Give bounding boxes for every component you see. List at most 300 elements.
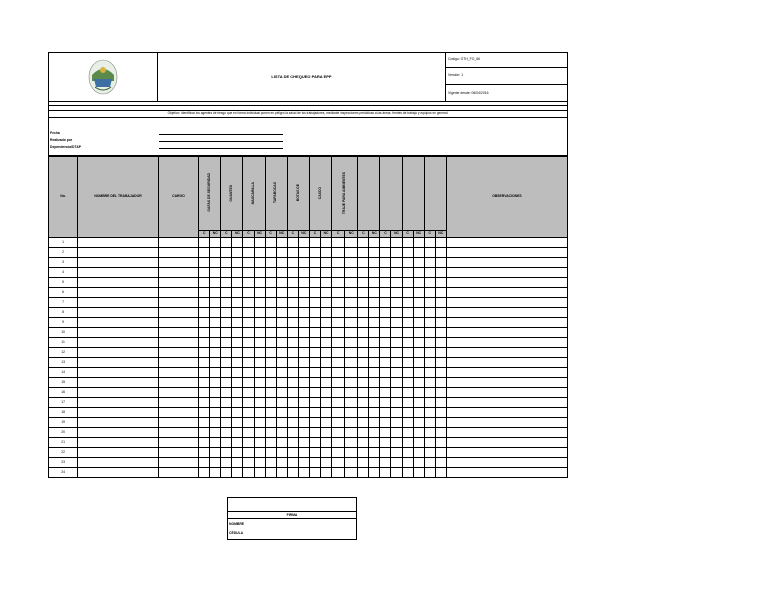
compliant-check-cell[interactable] — [358, 398, 369, 408]
compliant-check-cell[interactable] — [265, 278, 276, 288]
compliant-check-cell[interactable] — [199, 268, 210, 278]
compliant-check-cell[interactable] — [309, 338, 320, 348]
non-compliant-check-cell[interactable] — [254, 238, 265, 248]
non-compliant-check-cell[interactable] — [276, 468, 287, 478]
position-cell[interactable] — [158, 298, 198, 308]
non-compliant-check-cell[interactable] — [254, 428, 265, 438]
compliant-check-cell[interactable] — [358, 448, 369, 458]
non-compliant-check-cell[interactable] — [345, 398, 358, 408]
non-compliant-check-cell[interactable] — [254, 248, 265, 258]
compliant-check-cell[interactable] — [221, 258, 232, 268]
position-cell[interactable] — [158, 258, 198, 268]
non-compliant-check-cell[interactable] — [435, 328, 446, 338]
non-compliant-check-cell[interactable] — [298, 298, 309, 308]
non-compliant-check-cell[interactable] — [413, 468, 424, 478]
compliant-check-cell[interactable] — [332, 288, 345, 298]
compliant-check-cell[interactable] — [424, 398, 435, 408]
compliant-check-cell[interactable] — [243, 328, 254, 338]
non-compliant-check-cell[interactable] — [345, 448, 358, 458]
compliant-check-cell[interactable] — [424, 248, 435, 258]
observations-cell[interactable] — [446, 448, 567, 458]
compliant-check-cell[interactable] — [265, 368, 276, 378]
non-compliant-check-cell[interactable] — [413, 448, 424, 458]
non-compliant-check-cell[interactable] — [391, 268, 402, 278]
non-compliant-check-cell[interactable] — [435, 398, 446, 408]
non-compliant-check-cell[interactable] — [254, 398, 265, 408]
compliant-check-cell[interactable] — [358, 238, 369, 248]
non-compliant-check-cell[interactable] — [369, 448, 380, 458]
compliant-check-cell[interactable] — [309, 318, 320, 328]
non-compliant-check-cell[interactable] — [320, 358, 331, 368]
compliant-check-cell[interactable] — [402, 268, 413, 278]
compliant-check-cell[interactable] — [380, 438, 391, 448]
compliant-check-cell[interactable] — [402, 358, 413, 368]
position-cell[interactable] — [158, 438, 198, 448]
non-compliant-check-cell[interactable] — [210, 388, 221, 398]
non-compliant-check-cell[interactable] — [369, 428, 380, 438]
non-compliant-check-cell[interactable] — [391, 248, 402, 258]
observations-cell[interactable] — [446, 458, 567, 468]
non-compliant-check-cell[interactable] — [435, 388, 446, 398]
non-compliant-check-cell[interactable] — [369, 338, 380, 348]
compliant-check-cell[interactable] — [402, 458, 413, 468]
compliant-check-cell[interactable] — [402, 468, 413, 478]
non-compliant-check-cell[interactable] — [369, 408, 380, 418]
compliant-check-cell[interactable] — [221, 298, 232, 308]
compliant-check-cell[interactable] — [221, 248, 232, 258]
compliant-check-cell[interactable] — [243, 468, 254, 478]
non-compliant-check-cell[interactable] — [232, 338, 243, 348]
non-compliant-check-cell[interactable] — [232, 398, 243, 408]
compliant-check-cell[interactable] — [243, 348, 254, 358]
compliant-check-cell[interactable] — [358, 358, 369, 368]
compliant-check-cell[interactable] — [402, 448, 413, 458]
compliant-check-cell[interactable] — [309, 448, 320, 458]
compliant-check-cell[interactable] — [358, 408, 369, 418]
non-compliant-check-cell[interactable] — [276, 238, 287, 248]
compliant-check-cell[interactable] — [221, 378, 232, 388]
non-compliant-check-cell[interactable] — [391, 408, 402, 418]
non-compliant-check-cell[interactable] — [391, 458, 402, 468]
non-compliant-check-cell[interactable] — [276, 248, 287, 258]
compliant-check-cell[interactable] — [287, 268, 298, 278]
non-compliant-check-cell[interactable] — [298, 438, 309, 448]
non-compliant-check-cell[interactable] — [345, 428, 358, 438]
non-compliant-check-cell[interactable] — [320, 388, 331, 398]
compliant-check-cell[interactable] — [243, 358, 254, 368]
observations-cell[interactable] — [446, 468, 567, 478]
compliant-check-cell[interactable] — [332, 348, 345, 358]
worker-name-cell[interactable] — [78, 248, 159, 258]
non-compliant-check-cell[interactable] — [345, 288, 358, 298]
non-compliant-check-cell[interactable] — [210, 348, 221, 358]
compliant-check-cell[interactable] — [265, 318, 276, 328]
non-compliant-check-cell[interactable] — [369, 418, 380, 428]
non-compliant-check-cell[interactable] — [369, 328, 380, 338]
position-cell[interactable] — [158, 238, 198, 248]
compliant-check-cell[interactable] — [221, 468, 232, 478]
compliant-check-cell[interactable] — [380, 318, 391, 328]
compliant-check-cell[interactable] — [380, 368, 391, 378]
non-compliant-check-cell[interactable] — [210, 258, 221, 268]
compliant-check-cell[interactable] — [309, 368, 320, 378]
non-compliant-check-cell[interactable] — [413, 328, 424, 338]
non-compliant-check-cell[interactable] — [210, 288, 221, 298]
compliant-check-cell[interactable] — [402, 338, 413, 348]
non-compliant-check-cell[interactable] — [345, 238, 358, 248]
compliant-check-cell[interactable] — [287, 238, 298, 248]
compliant-check-cell[interactable] — [402, 438, 413, 448]
compliant-check-cell[interactable] — [402, 418, 413, 428]
compliant-check-cell[interactable] — [265, 378, 276, 388]
compliant-check-cell[interactable] — [309, 458, 320, 468]
compliant-check-cell[interactable] — [243, 298, 254, 308]
compliant-check-cell[interactable] — [221, 408, 232, 418]
observations-cell[interactable] — [446, 368, 567, 378]
compliant-check-cell[interactable] — [424, 428, 435, 438]
compliant-check-cell[interactable] — [199, 308, 210, 318]
non-compliant-check-cell[interactable] — [232, 458, 243, 468]
non-compliant-check-cell[interactable] — [210, 458, 221, 468]
compliant-check-cell[interactable] — [199, 428, 210, 438]
non-compliant-check-cell[interactable] — [320, 238, 331, 248]
non-compliant-check-cell[interactable] — [254, 288, 265, 298]
non-compliant-check-cell[interactable] — [276, 288, 287, 298]
non-compliant-check-cell[interactable] — [276, 458, 287, 468]
non-compliant-check-cell[interactable] — [232, 378, 243, 388]
worker-name-cell[interactable] — [78, 298, 159, 308]
non-compliant-check-cell[interactable] — [276, 308, 287, 318]
observations-cell[interactable] — [446, 298, 567, 308]
compliant-check-cell[interactable] — [265, 448, 276, 458]
compliant-check-cell[interactable] — [199, 438, 210, 448]
compliant-check-cell[interactable] — [332, 448, 345, 458]
non-compliant-check-cell[interactable] — [232, 368, 243, 378]
non-compliant-check-cell[interactable] — [210, 368, 221, 378]
worker-name-cell[interactable] — [78, 238, 159, 248]
non-compliant-check-cell[interactable] — [391, 298, 402, 308]
non-compliant-check-cell[interactable] — [210, 468, 221, 478]
non-compliant-check-cell[interactable] — [435, 308, 446, 318]
non-compliant-check-cell[interactable] — [254, 418, 265, 428]
compliant-check-cell[interactable] — [265, 328, 276, 338]
non-compliant-check-cell[interactable] — [298, 258, 309, 268]
compliant-check-cell[interactable] — [221, 288, 232, 298]
compliant-check-cell[interactable] — [265, 438, 276, 448]
compliant-check-cell[interactable] — [243, 418, 254, 428]
compliant-check-cell[interactable] — [287, 378, 298, 388]
compliant-check-cell[interactable] — [358, 338, 369, 348]
non-compliant-check-cell[interactable] — [435, 358, 446, 368]
compliant-check-cell[interactable] — [265, 348, 276, 358]
non-compliant-check-cell[interactable] — [254, 378, 265, 388]
non-compliant-check-cell[interactable] — [413, 378, 424, 388]
non-compliant-check-cell[interactable] — [320, 448, 331, 458]
non-compliant-check-cell[interactable] — [413, 388, 424, 398]
compliant-check-cell[interactable] — [221, 368, 232, 378]
compliant-check-cell[interactable] — [309, 378, 320, 388]
compliant-check-cell[interactable] — [287, 288, 298, 298]
non-compliant-check-cell[interactable] — [320, 468, 331, 478]
compliant-check-cell[interactable] — [199, 248, 210, 258]
compliant-check-cell[interactable] — [380, 238, 391, 248]
compliant-check-cell[interactable] — [424, 298, 435, 308]
worker-name-cell[interactable] — [78, 398, 159, 408]
non-compliant-check-cell[interactable] — [369, 358, 380, 368]
non-compliant-check-cell[interactable] — [210, 338, 221, 348]
non-compliant-check-cell[interactable] — [254, 318, 265, 328]
compliant-check-cell[interactable] — [265, 298, 276, 308]
non-compliant-check-cell[interactable] — [232, 248, 243, 258]
non-compliant-check-cell[interactable] — [435, 268, 446, 278]
non-compliant-check-cell[interactable] — [435, 288, 446, 298]
compliant-check-cell[interactable] — [287, 328, 298, 338]
compliant-check-cell[interactable] — [287, 368, 298, 378]
compliant-check-cell[interactable] — [424, 328, 435, 338]
compliant-check-cell[interactable] — [265, 358, 276, 368]
non-compliant-check-cell[interactable] — [232, 348, 243, 358]
non-compliant-check-cell[interactable] — [276, 428, 287, 438]
compliant-check-cell[interactable] — [402, 238, 413, 248]
compliant-check-cell[interactable] — [332, 458, 345, 468]
non-compliant-check-cell[interactable] — [345, 368, 358, 378]
non-compliant-check-cell[interactable] — [276, 368, 287, 378]
non-compliant-check-cell[interactable] — [276, 448, 287, 458]
non-compliant-check-cell[interactable] — [369, 288, 380, 298]
compliant-check-cell[interactable] — [309, 428, 320, 438]
non-compliant-check-cell[interactable] — [435, 318, 446, 328]
observations-cell[interactable] — [446, 308, 567, 318]
non-compliant-check-cell[interactable] — [369, 438, 380, 448]
worker-name-cell[interactable] — [78, 368, 159, 378]
non-compliant-check-cell[interactable] — [232, 408, 243, 418]
observations-cell[interactable] — [446, 398, 567, 408]
compliant-check-cell[interactable] — [380, 378, 391, 388]
non-compliant-check-cell[interactable] — [345, 308, 358, 318]
non-compliant-check-cell[interactable] — [254, 408, 265, 418]
non-compliant-check-cell[interactable] — [369, 308, 380, 318]
worker-name-cell[interactable] — [78, 438, 159, 448]
non-compliant-check-cell[interactable] — [320, 298, 331, 308]
compliant-check-cell[interactable] — [358, 348, 369, 358]
compliant-check-cell[interactable] — [380, 278, 391, 288]
non-compliant-check-cell[interactable] — [435, 458, 446, 468]
non-compliant-check-cell[interactable] — [298, 328, 309, 338]
compliant-check-cell[interactable] — [221, 458, 232, 468]
non-compliant-check-cell[interactable] — [369, 248, 380, 258]
compliant-check-cell[interactable] — [309, 288, 320, 298]
compliant-check-cell[interactable] — [287, 258, 298, 268]
non-compliant-check-cell[interactable] — [232, 308, 243, 318]
compliant-check-cell[interactable] — [332, 388, 345, 398]
compliant-check-cell[interactable] — [424, 308, 435, 318]
compliant-check-cell[interactable] — [221, 438, 232, 448]
compliant-check-cell[interactable] — [309, 308, 320, 318]
non-compliant-check-cell[interactable] — [320, 258, 331, 268]
non-compliant-check-cell[interactable] — [391, 348, 402, 358]
non-compliant-check-cell[interactable] — [298, 318, 309, 328]
worker-name-cell[interactable] — [78, 388, 159, 398]
non-compliant-check-cell[interactable] — [413, 348, 424, 358]
position-cell[interactable] — [158, 428, 198, 438]
non-compliant-check-cell[interactable] — [369, 398, 380, 408]
worker-name-cell[interactable] — [78, 338, 159, 348]
position-cell[interactable] — [158, 398, 198, 408]
position-cell[interactable] — [158, 458, 198, 468]
worker-name-cell[interactable] — [78, 288, 159, 298]
compliant-check-cell[interactable] — [309, 238, 320, 248]
non-compliant-check-cell[interactable] — [232, 428, 243, 438]
compliant-check-cell[interactable] — [380, 268, 391, 278]
non-compliant-check-cell[interactable] — [345, 258, 358, 268]
non-compliant-check-cell[interactable] — [345, 328, 358, 338]
compliant-check-cell[interactable] — [332, 468, 345, 478]
compliant-check-cell[interactable] — [265, 338, 276, 348]
compliant-check-cell[interactable] — [287, 438, 298, 448]
non-compliant-check-cell[interactable] — [254, 358, 265, 368]
compliant-check-cell[interactable] — [380, 288, 391, 298]
non-compliant-check-cell[interactable] — [210, 278, 221, 288]
compliant-check-cell[interactable] — [424, 388, 435, 398]
non-compliant-check-cell[interactable] — [391, 308, 402, 318]
non-compliant-check-cell[interactable] — [210, 268, 221, 278]
compliant-check-cell[interactable] — [402, 398, 413, 408]
non-compliant-check-cell[interactable] — [320, 418, 331, 428]
non-compliant-check-cell[interactable] — [345, 358, 358, 368]
non-compliant-check-cell[interactable] — [391, 238, 402, 248]
compliant-check-cell[interactable] — [243, 388, 254, 398]
compliant-check-cell[interactable] — [402, 408, 413, 418]
compliant-check-cell[interactable] — [358, 388, 369, 398]
compliant-check-cell[interactable] — [265, 268, 276, 278]
non-compliant-check-cell[interactable] — [320, 268, 331, 278]
compliant-check-cell[interactable] — [332, 428, 345, 438]
compliant-check-cell[interactable] — [287, 398, 298, 408]
non-compliant-check-cell[interactable] — [413, 248, 424, 258]
compliant-check-cell[interactable] — [287, 418, 298, 428]
non-compliant-check-cell[interactable] — [232, 448, 243, 458]
compliant-check-cell[interactable] — [402, 328, 413, 338]
non-compliant-check-cell[interactable] — [320, 318, 331, 328]
non-compliant-check-cell[interactable] — [232, 258, 243, 268]
observations-cell[interactable] — [446, 358, 567, 368]
compliant-check-cell[interactable] — [402, 428, 413, 438]
compliant-check-cell[interactable] — [380, 248, 391, 258]
non-compliant-check-cell[interactable] — [391, 328, 402, 338]
compliant-check-cell[interactable] — [402, 288, 413, 298]
compliant-check-cell[interactable] — [358, 288, 369, 298]
compliant-check-cell[interactable] — [265, 398, 276, 408]
position-cell[interactable] — [158, 388, 198, 398]
compliant-check-cell[interactable] — [309, 268, 320, 278]
observations-cell[interactable] — [446, 408, 567, 418]
compliant-check-cell[interactable] — [199, 358, 210, 368]
non-compliant-check-cell[interactable] — [345, 318, 358, 328]
compliant-check-cell[interactable] — [380, 258, 391, 268]
non-compliant-check-cell[interactable] — [345, 458, 358, 468]
non-compliant-check-cell[interactable] — [320, 248, 331, 258]
compliant-check-cell[interactable] — [199, 368, 210, 378]
compliant-check-cell[interactable] — [309, 328, 320, 338]
compliant-check-cell[interactable] — [332, 318, 345, 328]
non-compliant-check-cell[interactable] — [232, 418, 243, 428]
compliant-check-cell[interactable] — [424, 258, 435, 268]
non-compliant-check-cell[interactable] — [413, 338, 424, 348]
position-cell[interactable] — [158, 408, 198, 418]
compliant-check-cell[interactable] — [221, 308, 232, 318]
compliant-check-cell[interactable] — [380, 328, 391, 338]
compliant-check-cell[interactable] — [265, 248, 276, 258]
observations-cell[interactable] — [446, 418, 567, 428]
compliant-check-cell[interactable] — [287, 348, 298, 358]
observations-cell[interactable] — [446, 258, 567, 268]
compliant-check-cell[interactable] — [424, 418, 435, 428]
non-compliant-check-cell[interactable] — [345, 348, 358, 358]
compliant-check-cell[interactable] — [332, 418, 345, 428]
compliant-check-cell[interactable] — [287, 248, 298, 258]
compliant-check-cell[interactable] — [243, 268, 254, 278]
non-compliant-check-cell[interactable] — [320, 368, 331, 378]
non-compliant-check-cell[interactable] — [391, 368, 402, 378]
compliant-check-cell[interactable] — [199, 278, 210, 288]
non-compliant-check-cell[interactable] — [298, 398, 309, 408]
compliant-check-cell[interactable] — [358, 298, 369, 308]
compliant-check-cell[interactable] — [358, 308, 369, 318]
worker-name-cell[interactable] — [78, 448, 159, 458]
compliant-check-cell[interactable] — [402, 348, 413, 358]
compliant-check-cell[interactable] — [265, 238, 276, 248]
compliant-check-cell[interactable] — [380, 298, 391, 308]
compliant-check-cell[interactable] — [332, 398, 345, 408]
non-compliant-check-cell[interactable] — [298, 278, 309, 288]
non-compliant-check-cell[interactable] — [435, 278, 446, 288]
non-compliant-check-cell[interactable] — [391, 278, 402, 288]
compliant-check-cell[interactable] — [309, 348, 320, 358]
non-compliant-check-cell[interactable] — [254, 258, 265, 268]
worker-name-cell[interactable] — [78, 318, 159, 328]
non-compliant-check-cell[interactable] — [345, 268, 358, 278]
compliant-check-cell[interactable] — [402, 388, 413, 398]
observations-cell[interactable] — [446, 378, 567, 388]
observations-cell[interactable] — [446, 338, 567, 348]
position-cell[interactable] — [158, 378, 198, 388]
worker-name-cell[interactable] — [78, 378, 159, 388]
non-compliant-check-cell[interactable] — [276, 348, 287, 358]
compliant-check-cell[interactable] — [199, 298, 210, 308]
non-compliant-check-cell[interactable] — [345, 298, 358, 308]
compliant-check-cell[interactable] — [221, 398, 232, 408]
compliant-check-cell[interactable] — [380, 348, 391, 358]
non-compliant-check-cell[interactable] — [254, 348, 265, 358]
compliant-check-cell[interactable] — [243, 288, 254, 298]
compliant-check-cell[interactable] — [358, 278, 369, 288]
compliant-check-cell[interactable] — [287, 298, 298, 308]
non-compliant-check-cell[interactable] — [210, 378, 221, 388]
non-compliant-check-cell[interactable] — [320, 308, 331, 318]
non-compliant-check-cell[interactable] — [345, 378, 358, 388]
compliant-check-cell[interactable] — [265, 468, 276, 478]
non-compliant-check-cell[interactable] — [298, 378, 309, 388]
non-compliant-check-cell[interactable] — [320, 328, 331, 338]
non-compliant-check-cell[interactable] — [369, 278, 380, 288]
worker-name-cell[interactable] — [78, 428, 159, 438]
non-compliant-check-cell[interactable] — [320, 338, 331, 348]
compliant-check-cell[interactable] — [332, 308, 345, 318]
compliant-check-cell[interactable] — [332, 238, 345, 248]
non-compliant-check-cell[interactable] — [320, 428, 331, 438]
non-compliant-check-cell[interactable] — [210, 318, 221, 328]
compliant-check-cell[interactable] — [243, 318, 254, 328]
